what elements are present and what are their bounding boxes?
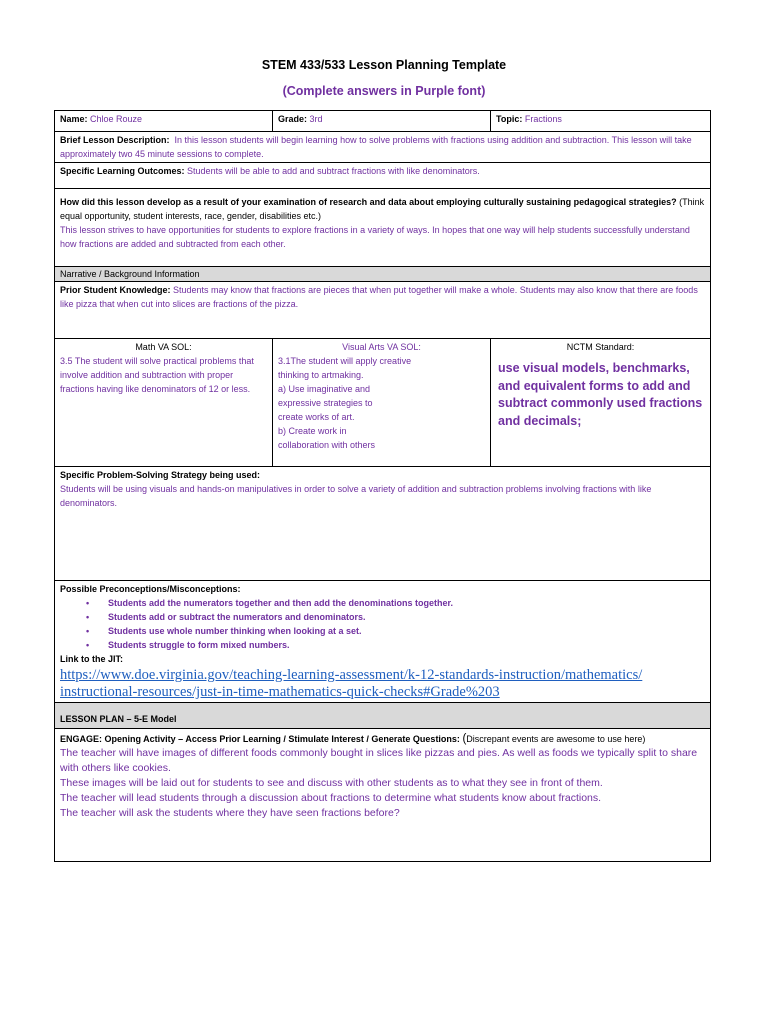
grade-cell: [273, 111, 491, 132]
strategy-text: Students will be using visuals and hands-on manipulatives in order to solve a variety of addition and subtraction problems involving fractions with like denominators.: [60, 484, 652, 508]
misconception-item: • Students use whole number thinking when looking at a set.: [108, 624, 705, 638]
outcomes-text: Students will be able to add and subtract fractions with like denominators.: [187, 166, 480, 176]
lesson-plan-heading: LESSON PLAN – 5-E Model: [60, 714, 177, 724]
engage-note: Discrepant events are awesome to use here): [466, 734, 646, 744]
brief-row: [55, 132, 711, 163]
arts-sol-heading: Visual Arts VA SOL:: [342, 342, 421, 352]
prior-text: Students may know that fractions are pieces that when put together will make a whole. Students may also know that there are foods like pizza that when cut into slices are fractions of the pizza.: [60, 285, 698, 309]
strategy-row: [55, 467, 711, 581]
math-sol-cell: [55, 339, 273, 467]
arts-sol-line: a) Use imaginative and: [278, 384, 371, 394]
culture-row: [55, 189, 711, 267]
math-sol-heading: Math VA SOL:: [135, 342, 192, 352]
standards-row: [55, 339, 711, 467]
jit-link-line-1: https://www.doe.virginia.gov/teaching-learning-assessment/k-12-standards-instruction/mathematics/: [60, 667, 643, 683]
brief-cell: [55, 132, 711, 163]
misconceptions-row: [55, 581, 711, 703]
misconceptions-list: [60, 596, 705, 652]
misconceptions-cell: [55, 581, 711, 703]
narrative-heading: Narrative / Background Information: [60, 269, 200, 279]
jit-label: Link to the JIT:: [60, 654, 123, 664]
engage-body: [60, 746, 705, 821]
strategy-cell: [55, 467, 711, 581]
engage-line: These images will be laid out for students to see and discuss with other students as to what they see in front of them.: [60, 777, 603, 789]
arts-sol-line: create works of art.: [278, 412, 355, 422]
brief-label: Brief Lesson Description: [60, 135, 167, 145]
strategy-label: Specific Problem-Solving Strategy being used:: [60, 470, 261, 480]
engage-row: [55, 729, 711, 862]
nctm-cell: [491, 339, 711, 467]
page-subtitle: (Complete answers in Purple font): [282, 84, 486, 98]
arts-sol-line: 3.1The student will apply creative: [278, 356, 412, 366]
name-cell: [55, 111, 273, 132]
lesson-plan-table: [54, 110, 711, 862]
arts-sol-line: thinking to artmaking.: [278, 370, 364, 380]
outcomes-row: [55, 163, 711, 189]
misconception-item: • Students struggle to form mixed numbers.: [108, 638, 705, 652]
info-row: [55, 111, 711, 132]
jit-link-line-2: instructional-resources/just-in-time-mathematics-quick-checks#Grade%203: [60, 684, 500, 700]
arts-sol-line: collaboration with others: [278, 440, 376, 450]
culture-cell: [55, 189, 711, 267]
nctm-text: use visual models, benchmarks, and equivalent forms to add and subtract commonly used fractions and decimals;: [498, 361, 703, 428]
misconception-item: • Students add or subtract the numerators and denominators.: [108, 610, 705, 624]
page-title: STEM 433/533 Lesson Planning Template: [261, 58, 507, 72]
engage-line: The teacher will have images of different foods commonly bought in slices like pizzas and pies. As well as foods we typically split to share with others like cookies.: [60, 747, 698, 774]
arts-sol-line: b) Create work in: [278, 426, 347, 436]
grade-value: 3rd: [309, 114, 323, 124]
culture-question: How did this lesson develop as a result of your examination of research and data about employing culturally sustaining pedagogical strategies?: [60, 197, 677, 207]
brief-colon: :: [166, 135, 170, 145]
topic-label: Topic:: [496, 114, 523, 124]
grade-label: Grade:: [278, 114, 308, 124]
topic-cell: [491, 111, 711, 132]
outcomes-label: Specific Learning Outcomes:: [60, 166, 185, 176]
outcomes-cell: [55, 163, 711, 189]
engage-line: The teacher will ask the students where they have seen fractions before?: [60, 807, 400, 819]
name-label: Name:: [60, 114, 88, 124]
topic-value: Fractions: [524, 114, 562, 124]
culture-hint: (Think equal opportunity, student interests, race, gender, disabilities etc.): [60, 197, 705, 221]
narrative-heading-row: [55, 267, 711, 282]
brief-text: In this lesson students will begin learning how to solve problems with fractions using addition and subtraction. This lesson will take approximately two 45 minute sessions to complete.: [60, 135, 692, 159]
prior-label: Prior Student Knowledge:: [60, 285, 171, 295]
culture-answer: This lesson strives to have opportunities for students to explore fractions in a variety of ways. In hopes that one way will help students successfully understand how fractions are added and subtracted from each other.: [60, 225, 690, 249]
misconception-item: • Students add the numerators together and then add the denominations together.: [108, 596, 705, 610]
prior-knowledge-cell: [55, 282, 711, 339]
engage-cell: [55, 729, 711, 862]
jit-link[interactable]: [60, 667, 705, 701]
lesson-plan-heading-row: [55, 703, 711, 729]
nctm-heading: NCTM Standard:: [566, 342, 635, 352]
misconceptions-label: Possible Preconceptions/Misconceptions:: [60, 584, 241, 594]
arts-sol-line: expressive strategies to: [278, 398, 373, 408]
engage-line: The teacher will lead students through a discussion about fractions to determine what students know about fractions.: [60, 792, 602, 804]
engage-paren: (: [462, 733, 467, 745]
math-sol-text: 3.5 The student will solve practical problems that involve addition and subtraction with proper fractions having like denominators of 12 or less.: [60, 356, 254, 394]
arts-sol-cell: [273, 339, 491, 467]
engage-label: ENGAGE: Opening Activity – Access Prior Learning / Stimulate Interest / Generate Questions:: [60, 734, 460, 744]
narrative-heading-cell: [55, 267, 711, 282]
prior-knowledge-row: [55, 282, 711, 339]
name-value: Chloe Rouze: [90, 114, 143, 124]
lesson-plan-heading-cell: [55, 703, 711, 729]
